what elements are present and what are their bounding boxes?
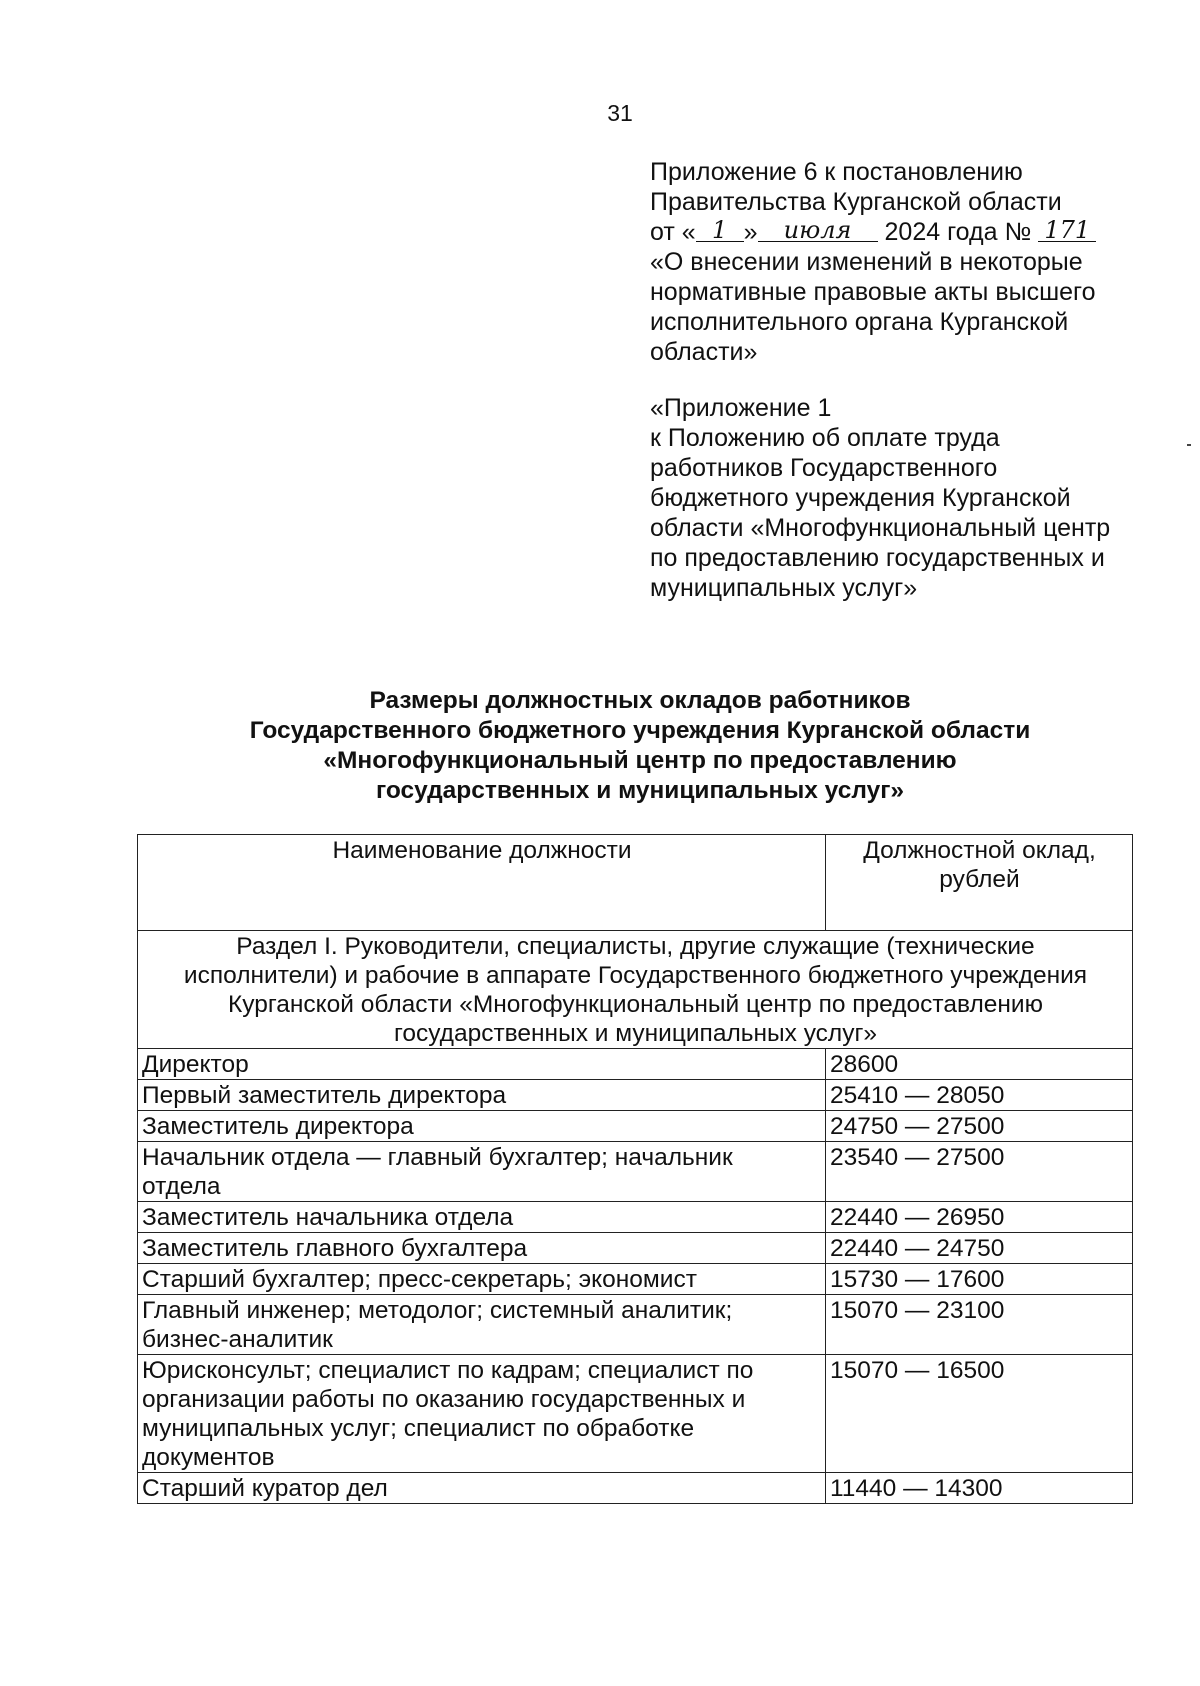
table-row [138,1080,1133,1111]
header-salary-line: рублей [939,866,1020,893]
sub-appendix-line: бюджетного учреждения Курганской [650,484,1071,512]
date-year: 2024 года № [884,218,1032,246]
salary-cell: 11440 — 14300 [826,1473,1133,1504]
handwritten-month: июля [758,217,878,242]
scan-artifact [1187,444,1191,446]
section-heading [138,931,1133,1049]
table-row [138,1473,1133,1504]
title-line: «Многофункциональный центр по предоставлению [323,747,957,774]
position-line: документов [142,1444,275,1471]
table-row [138,1202,1133,1233]
salary-cell: 25410 — 28050 [826,1080,1133,1111]
appendix-date-line [650,217,1170,247]
table-row [138,1111,1133,1142]
section-line: Курганской области «Многофункциональный центр по предоставлению [228,991,1043,1018]
position-cell: Старший бухгалтер; пресс-секретарь; экономист [138,1264,826,1295]
appendix-line: «О внесении изменений в некоторые [650,248,1083,276]
table-row [138,1264,1133,1295]
salary-cell: 22440 — 26950 [826,1202,1133,1233]
position-cell [138,1295,826,1355]
document-title [130,686,1150,806]
header-salary-line: Должностной оклад, [863,837,1096,864]
appendix-line: области» [650,338,758,366]
salary-cell: 15730 — 17600 [826,1264,1133,1295]
handwritten-day: 1 [696,217,744,242]
date-prefix: от « [650,218,696,246]
position-line: Начальник отдела — главный бухгалтер; начальник [142,1144,733,1171]
sub-appendix-line: «Приложение 1 [650,394,832,422]
appendix-header [650,157,1170,367]
section-line: государственных и муниципальных услуг» [393,1020,878,1047]
section-row [138,931,1133,1049]
salary-cell: 24750 — 27500 [826,1111,1133,1142]
handwritten-number: 171 [1038,217,1096,242]
position-cell: Заместитель главного бухгалтера [138,1233,826,1264]
appendix-line: Приложение 6 к постановлению [650,158,1023,186]
sub-appendix-line: муниципальных услуг» [650,574,918,602]
position-line: муниципальных услуг; специалист по обработке [142,1415,695,1442]
sub-appendix-line: к Положению об оплате труда [650,424,1000,452]
appendix-line: Правительства Курганской области [650,188,1062,216]
position-line: Юрисконсульт; специалист по кадрам; специалист по [142,1357,754,1384]
table-header-row [138,835,1133,931]
title-line: Государственного бюджетного учреждения Курганской области [249,717,1031,744]
position-cell [138,1142,826,1202]
salary-cell: 22440 — 24750 [826,1233,1133,1264]
section-line: Раздел I. Руководители, специалисты, другие служащие (технические [236,933,1035,960]
sub-appendix [650,393,1170,603]
sub-appendix-line: работников Государственного [650,454,998,482]
salary-cell: 28600 [826,1049,1133,1080]
salary-cell: 15070 — 16500 [826,1355,1133,1473]
page-number: 31 [607,100,633,126]
table-row [138,1355,1133,1473]
salary-cell: 23540 — 27500 [826,1142,1133,1202]
appendix-line: нормативные правовые акты высшего [650,278,1096,306]
position-line: Главный инженер; методолог; системный аналитик; [142,1297,733,1324]
position-line: отдела [142,1173,221,1200]
position-line: организации работы по оказанию государственных и [142,1386,746,1413]
position-line: бизнес-аналитик [142,1326,333,1353]
sub-appendix-line: по предоставлению государственных и [650,544,1105,572]
table-row [138,1233,1133,1264]
position-cell: Заместитель директора [138,1111,826,1142]
position-cell: Старший куратор дел [138,1473,826,1504]
position-cell: Первый заместитель директора [138,1080,826,1111]
table-row [138,1049,1133,1080]
section-line: исполнители) и рабочие в аппарате Государственного бюджетного учреждения [183,962,1088,989]
salary-table [137,834,1133,1504]
header-position: Наименование должности [138,835,826,931]
position-cell: Директор [138,1049,826,1080]
table-row [138,1142,1133,1202]
salary-cell: 15070 — 23100 [826,1295,1133,1355]
title-line: Размеры должностных окладов работников [369,687,911,714]
appendix-line: исполнительного органа Курганской [650,308,1069,336]
position-cell: Заместитель начальника отдела [138,1202,826,1233]
title-line: государственных и муниципальных услуг» [375,777,905,804]
sub-appendix-line: области «Многофункциональный центр [650,514,1111,542]
position-cell [138,1355,826,1473]
date-mid: » [743,218,758,246]
table-row [138,1295,1133,1355]
header-salary [826,835,1133,931]
